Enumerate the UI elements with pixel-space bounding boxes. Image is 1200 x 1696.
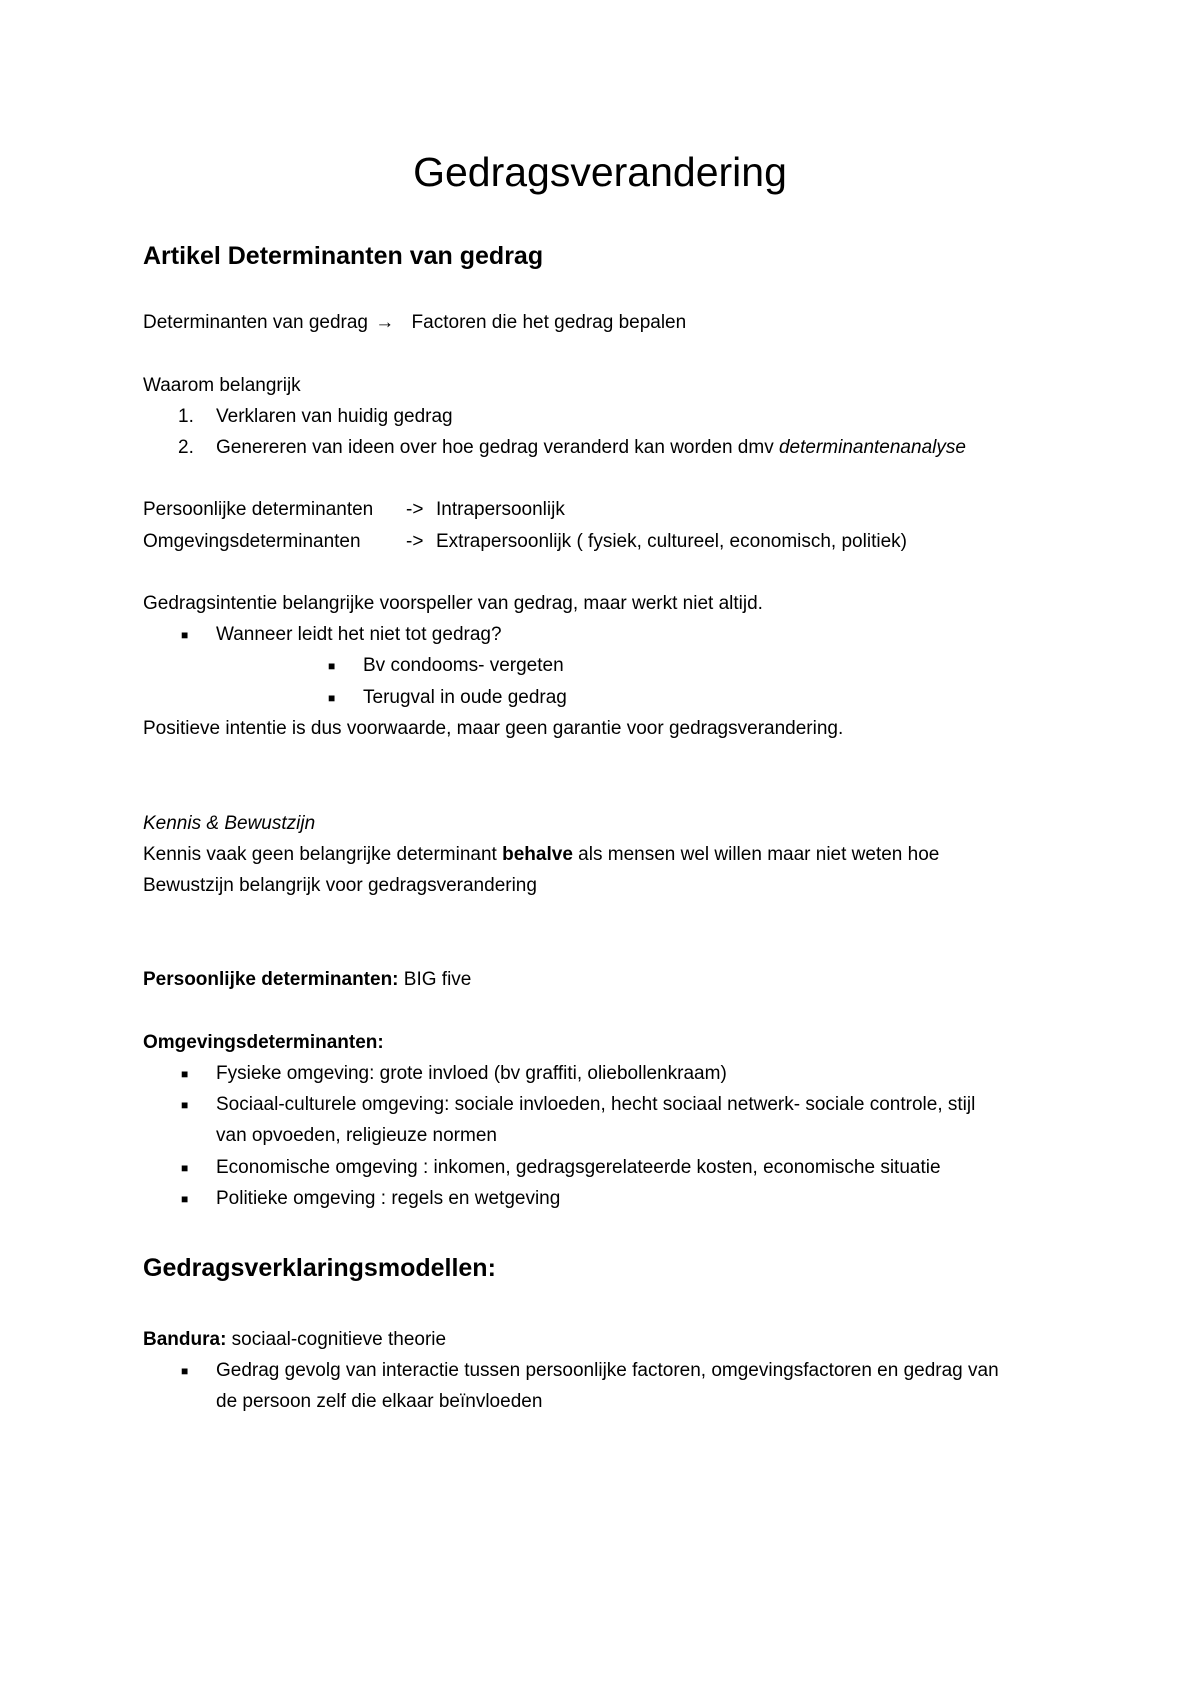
definition-text: Factoren die het gedrag bepalen: [411, 312, 687, 333]
list-item: Gedrag gevolg van interactie tussen persoonlijke factoren, omgevingsfactoren en gedrag van: [216, 1360, 999, 1381]
persoonlijke-label: Persoonlijke determinanten:: [143, 969, 399, 990]
list-number: 2.: [178, 437, 194, 458]
bullet-icon: ■: [181, 628, 189, 642]
bandura-label: Bandura:: [143, 1329, 227, 1350]
bewustzijn-line: Bewustzijn belangrijk voor gedragsverandering: [143, 875, 537, 896]
bullet-icon: ■: [181, 1161, 189, 1175]
bullet-icon: ■: [181, 1364, 189, 1378]
pers-arrow: ->: [406, 499, 424, 520]
omgeving-heading: Omgevingsdeterminanten:: [143, 1032, 384, 1053]
intent-conclusion: Positieve intentie is dus voorwaarde, maar geen garantie voor gedragsverandering.: [143, 718, 844, 739]
definition-term: Determinanten van gedrag: [143, 312, 368, 333]
list-item: Fysieke omgeving: grote invloed (bv graffiti, oliebollenkraam): [216, 1063, 727, 1084]
kennis-line: [143, 843, 939, 867]
why-heading: Waarom belangrijk: [143, 375, 301, 396]
definition-line: [143, 311, 686, 335]
list-item: Economische omgeving : inkomen, gedragsgerelateerde kosten, economische situatie: [216, 1157, 941, 1178]
list-item-emphasis: determinantenanalyse: [778, 437, 966, 458]
list-item-continuation: de persoon zelf die elkaar beïnvloeden: [216, 1391, 543, 1412]
list-item: Politieke omgeving : regels en wetgeving: [216, 1188, 561, 1209]
bandura-line: [143, 1328, 446, 1352]
bullet-icon: ■: [181, 1067, 189, 1081]
bullet-icon: ■: [181, 1192, 189, 1206]
bullet-icon: ■: [328, 691, 336, 705]
omg-label: Omgevingsdeterminanten: [143, 531, 361, 552]
page-title: Gedragsverandering: [413, 149, 787, 195]
pers-value: Intrapersoonlijk: [436, 499, 565, 520]
omg-arrow: ->: [406, 531, 424, 552]
bandura-value: sociaal-cognitieve theorie: [226, 1329, 447, 1350]
list-item: Verklaren van huidig gedrag: [216, 406, 453, 427]
list-item: Sociaal-culturele omgeving: sociale invloeden, hecht sociaal netwerk- sociale controle, stijl: [216, 1094, 976, 1115]
intent-line: Gedragsintentie belangrijke voorspeller van gedrag, maar werkt niet altijd.: [143, 593, 763, 614]
list-item-continuation: van opvoeden, religieuze normen: [216, 1125, 497, 1146]
bullet-icon: ■: [328, 659, 336, 673]
omg-value: Extrapersoonlijk ( fysiek, cultureel, economisch, politiek): [436, 531, 907, 552]
list-number: 1.: [178, 406, 194, 427]
kennis-heading: Kennis & Bewustzijn: [143, 813, 316, 834]
kennis-text: Kennis vaak geen belangrijke determinant: [143, 844, 503, 865]
list-item: Terugval in oude gedrag: [363, 687, 567, 708]
list-item: Bv condooms- vergeten: [363, 655, 564, 676]
persoonlijke-line: [143, 968, 471, 992]
section-heading-determinanten: Artikel Determinanten van gedrag: [143, 242, 544, 270]
list-item: [216, 436, 966, 460]
list-item-text: Genereren van ideen over hoe gedrag veranderd kan worden dmv: [216, 437, 779, 458]
list-item: Wanneer leidt het niet tot gedrag?: [216, 624, 502, 645]
section-heading-modellen: Gedragsverklaringsmodellen:: [143, 1254, 496, 1282]
bullet-icon: ■: [181, 1098, 189, 1112]
persoonlijke-value: BIG five: [398, 969, 472, 990]
pers-label: Persoonlijke determinanten: [143, 499, 374, 520]
kennis-text-end: als mensen wel willen maar niet weten hoe: [572, 844, 940, 865]
right-arrow-icon: →: [375, 312, 395, 333]
kennis-emphasis: behalve: [502, 844, 573, 865]
